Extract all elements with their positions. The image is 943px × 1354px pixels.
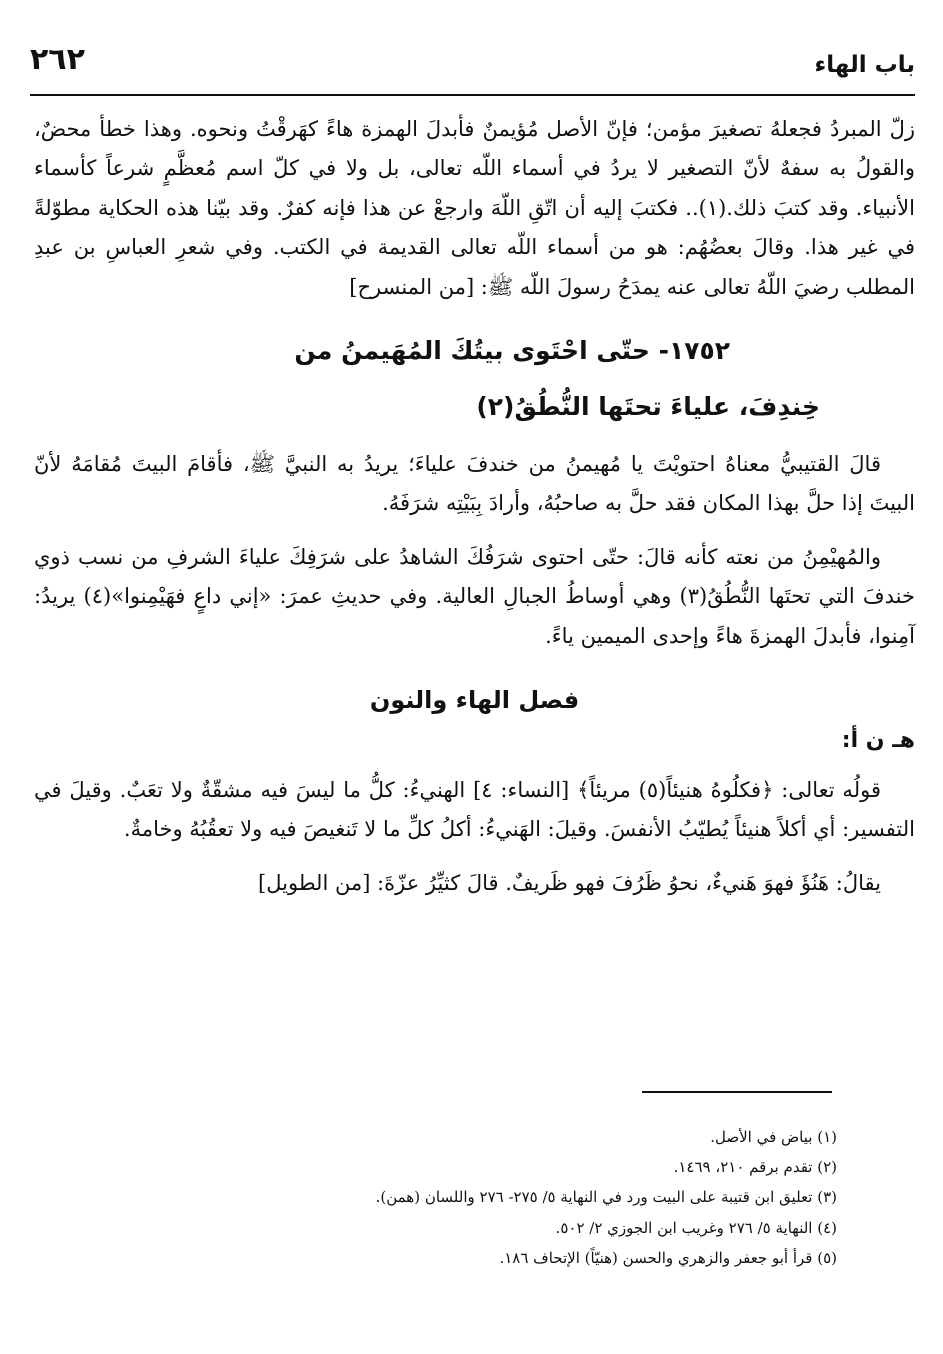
body-paragraph: زلّ المبردُ فجعلهُ تصغيرَ مؤمن؛ فإنّ الأصل مُؤيمنٌ فأبدلَ الهمزة هاءً كهَرقْتُ ونحوه. وهذا خطأ محضٌ، والقولُ به سفهٌ لأنّ التصغير لا يردُ في أسماء اللّه تعالى، بل ولا في كلّ اسم مُعظَّمٍ شرعاً كأسماء الأنبياء. وقد كتبَ ذلك.(١).. فكتبَ إليه أن اتّقِ اللّهَ وارجعْ عن هذا فإنه كفرٌ. وقد بيّنا هذه الحكاية مطوّلةً في غير هذا. وقالَ بعضُهُم: هو من أسماء اللّه تعالى القديمة في الكتب. وفي شعرِ العباسِ بن عبدِ المطلب رضيَ اللّهُ تعالى عنه يمدَحُ رسولَ اللّه ﷺ: [من المنسرح] bbox=[34, 117, 915, 299]
running-title: باب الهاء bbox=[814, 52, 915, 78]
body-paragraph: قولُه تعالى: ﴿فكلُوهُ هنيئاً(٥) مريئاً﴾ [النساء: ٤] الهنيءُ: كلُّ ما ليسَ فيه مشقّةٌ ولا تعَبٌ. وقيلَ في التفسير: أي أكلاً هنيئاً يُطيّبُ الأنفسَ. وقيلَ: الهَنيءُ: أكلُ كلِّ ما لا تَنغيصَ فيه ولا تعقُبُهُ وخامةٌ. bbox=[34, 778, 915, 842]
footnote-divider bbox=[642, 1091, 832, 1093]
body-paragraph: يقالُ: هَنُؤَ فهوَ هَنيءٌ، نحوُ ظَرُفَ فهو ظَريفٌ. قالَ كثيِّرُ عزّةَ: [من الطويل] bbox=[258, 870, 881, 895]
footnotes bbox=[60, 1122, 837, 1273]
entry-heading: هـ ن أ: bbox=[841, 728, 915, 754]
verse-line-2: خِندِفَ، علياءَ تحتَها النُّطُقُ(٢) bbox=[476, 392, 820, 422]
footnote: (٢) تقدم برقم ٢١٠، ١٤٦٩. bbox=[673, 1158, 837, 1177]
verse-line-1: ١٧٥٢- حتّى احْتَوى بيتُكَ المُهَيمنُ من bbox=[294, 336, 730, 366]
footnote: (١) بياض في الأصل. bbox=[710, 1128, 837, 1146]
section-title: فصل الهاء والنون bbox=[369, 686, 580, 715]
body-paragraph: قالَ القتيبيُّ معناهُ احتويْتَ يا مُهيمنُ من خندفَ علياءَ؛ يريدُ به النبيَّ ﷺ، فأقامَ البيتَ مُقامَهُ لأنّ البيتَ إذا حلَّ بهذا المكان فقد حلَّ به صاحبُهُ، وأرادَ بِبَيْتِه شرَفَهُ. bbox=[34, 452, 915, 516]
footnote: (٣) تعليق ابن قتيبة على البيت ورد في النهاية ٥/ ٢٧٥- ٢٧٦ واللسان (همن). bbox=[375, 1188, 837, 1207]
page-number: ٢٦٢ bbox=[30, 42, 85, 77]
footnote: (٤) النهاية ٥/ ٢٧٦ وغريب ابن الجوزي ٢/ ٥٠٢. bbox=[555, 1218, 837, 1237]
page-header bbox=[30, 42, 915, 96]
body-paragraph: والمُهيْمِنُ من نعته كأنه قالَ: حتّى احتوى شرَفُكَ الشاهدُ على شرَفِكَ علياءَ الشرفِ من نسب ذوي خندفَ التي تحتَها النُّطُقُ(٣) وهي أوساطُ الجبالِ العالية. وفي حديثِ عمرَ: «إني داعٍ فهَيْمِنوا»(٤) يريدُ: آمِنوا، فأبدلَ الهمزةَ هاءً وإحدى الميمين ياءً. bbox=[34, 544, 916, 648]
footnote: (٥) قرأ أبو جعفر والزهري والحسن (هنيّاً) الإتحاف ١٨٦. bbox=[499, 1248, 837, 1267]
page-body bbox=[34, 110, 915, 903]
